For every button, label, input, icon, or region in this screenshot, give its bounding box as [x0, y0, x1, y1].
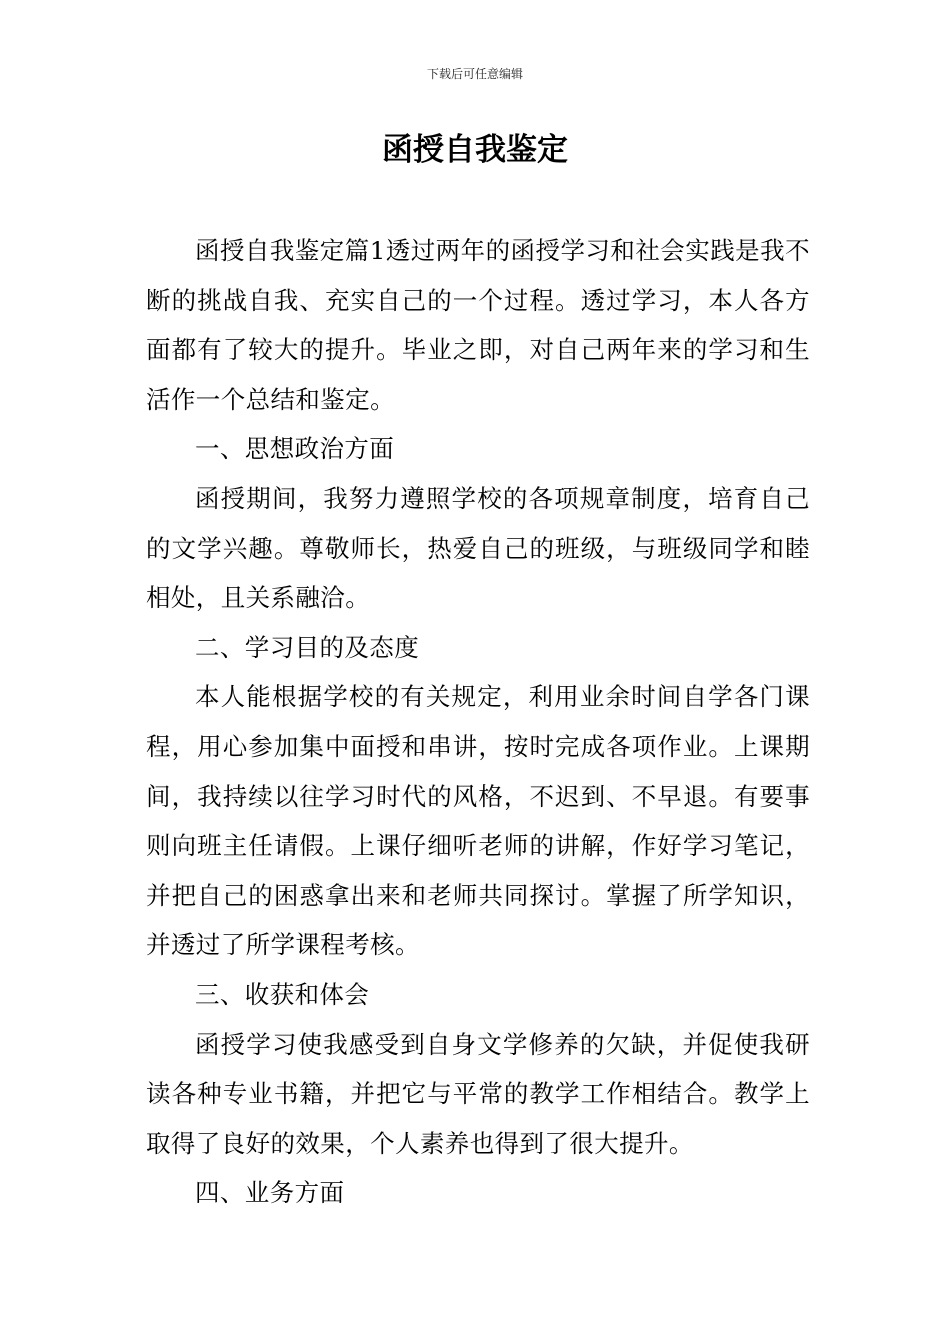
section-heading-politics: 一、思想政治方面: [195, 434, 395, 464]
paragraph-politics: 函授期间，我努力遵照学校的各项规章制度，培育自己的文学兴趣。尊敬师长，热爱自己的班级，与班级同学和睦相处，且关系融洽。: [146, 483, 810, 613]
document-body: [146, 226, 810, 1218]
paragraph-gains: 函授学习使我感受到自身文学修养的欠缺，并促使我研读各种专业书籍，并把它与平常的教学工作相结合。教学上取得了良好的效果，个人素养也得到了很大提升。: [146, 1029, 810, 1158]
section-heading-study: 二、学习目的及态度: [195, 632, 420, 662]
header-note: 下载后可任意编辑: [426, 67, 523, 81]
section-heading-gains: 三、收获和体会: [195, 979, 370, 1009]
document-title: 函授自我鉴定: [382, 132, 568, 168]
paragraph-study: 本人能根据学校的有关规定，利用业余时间自学各门课程，用心参加集中面授和串讲，按时完成各项作业。上课期间，我持续以往学习时代的风格，不迟到、不早退。有要事则向班主任请假。上课仔细听老师的讲解，作好学习笔记，并把自己的困惑拿出来和老师共同探讨。掌握了所学知识，并透过了所学课程考核。: [146, 682, 810, 960]
paragraph-intro: 函授自我鉴定篇1透过两年的函授学习和社会实践是我不断的挑战自我、充实自己的一个过程。透过学习，本人各方面都有了较大的提升。毕业之即，对自己两年来的学习和生活作一个总结和鉴定。: [146, 236, 810, 414]
section-heading-business: 四、业务方面: [195, 1178, 345, 1208]
